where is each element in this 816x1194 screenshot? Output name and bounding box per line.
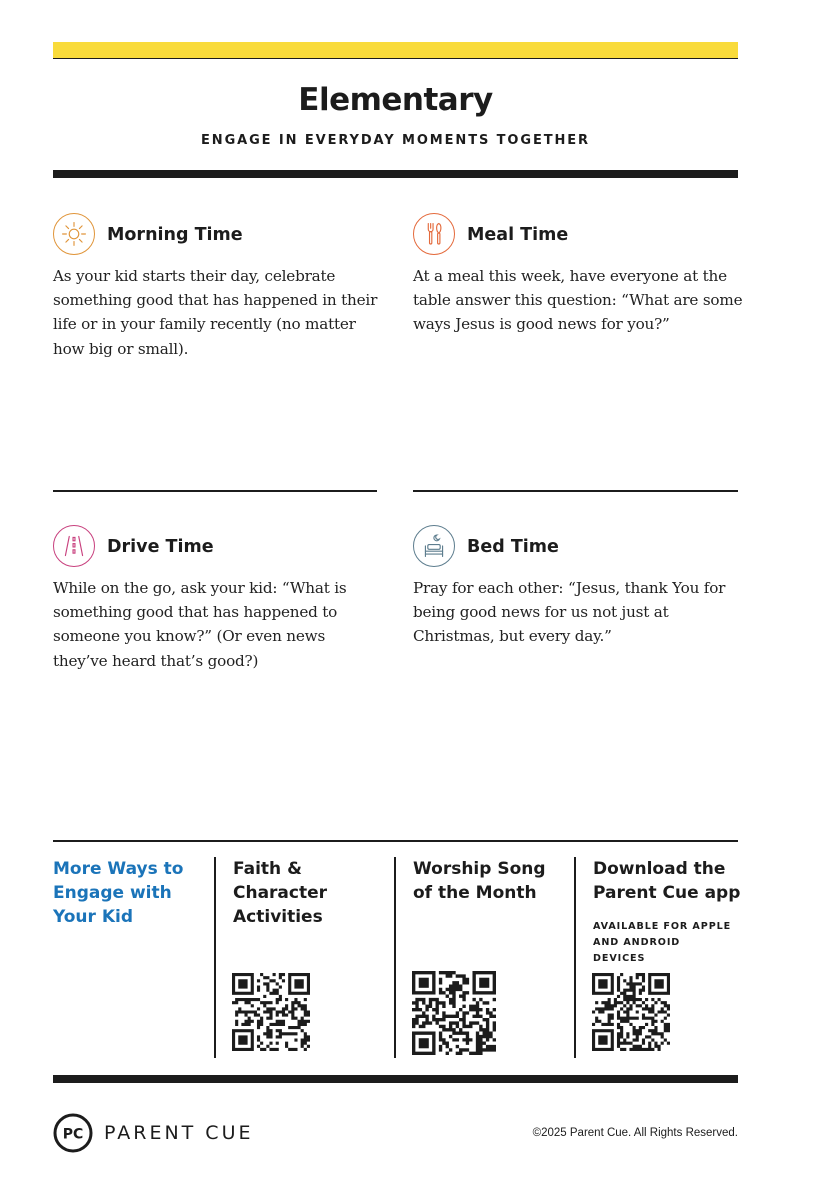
section-text: At a meal this week, have everyone at the table answer this question: “What are some ways Jesus is good news for you?” [413,267,743,334]
svg-text:PC: PC [62,1126,84,1143]
fork-knife-icon [413,213,455,255]
section-morning-time [53,213,95,255]
section-heading: Bed Time [467,537,559,557]
section-bed-time [413,525,455,567]
header-divider [53,170,738,178]
section-text: Pray for each other: “Jesus, thank You for being good news for us not just at Christmas, but every day.” [413,579,726,646]
more-ways-heading: More Ways to Engage with Your Kid [53,859,184,927]
copyright-text: ©2025 Parent Cue. All Rights Reserved. [532,1127,738,1139]
section-drive-time [53,525,95,567]
page-title: Elementary [298,82,493,118]
brand-name: PARENT CUE [104,1122,254,1144]
available-devices-note: AVAILABLE FOR APPLE AND ANDROID DEVICES [593,921,732,964]
footer-top-divider [53,840,738,842]
worship-song-heading: Worship Song of the Month [413,859,546,903]
worship-song-qr-code[interactable] [412,971,496,1059]
page-subtitle: ENGAGE IN EVERYDAY MOMENTS TOGETHER [201,133,590,148]
section-heading: Meal Time [467,225,569,245]
footer-bottom-divider [53,1075,738,1083]
bed-moon-icon [413,525,455,567]
section-divider [413,490,738,492]
download-app-qr-code[interactable] [592,973,670,1055]
download-app-heading: Download the Parent Cue app [593,859,741,903]
sun-icon [53,213,95,255]
section-text: While on the go, ask your kid: “What is something good that has happened to someone you know?” (Or even news they’ve heard that’s good?) [53,579,347,670]
road-icon [53,525,95,567]
section-heading: Drive Time [107,537,214,557]
column-divider [214,857,216,1058]
faith-activities-heading: Faith & Character Activities [233,859,328,927]
section-divider [53,490,377,492]
column-divider [394,857,396,1058]
section-text: As your kid starts their day, celebrate something good that has happened in their life or in your family recently (no matter how big or small). [53,267,378,358]
section-heading: Morning Time [107,225,243,245]
section-meal-time [413,213,455,255]
top-accent-bar [53,42,738,59]
faith-activities-qr-code[interactable] [232,973,310,1055]
column-divider [574,857,576,1058]
parent-cue-logo [53,1113,93,1157]
